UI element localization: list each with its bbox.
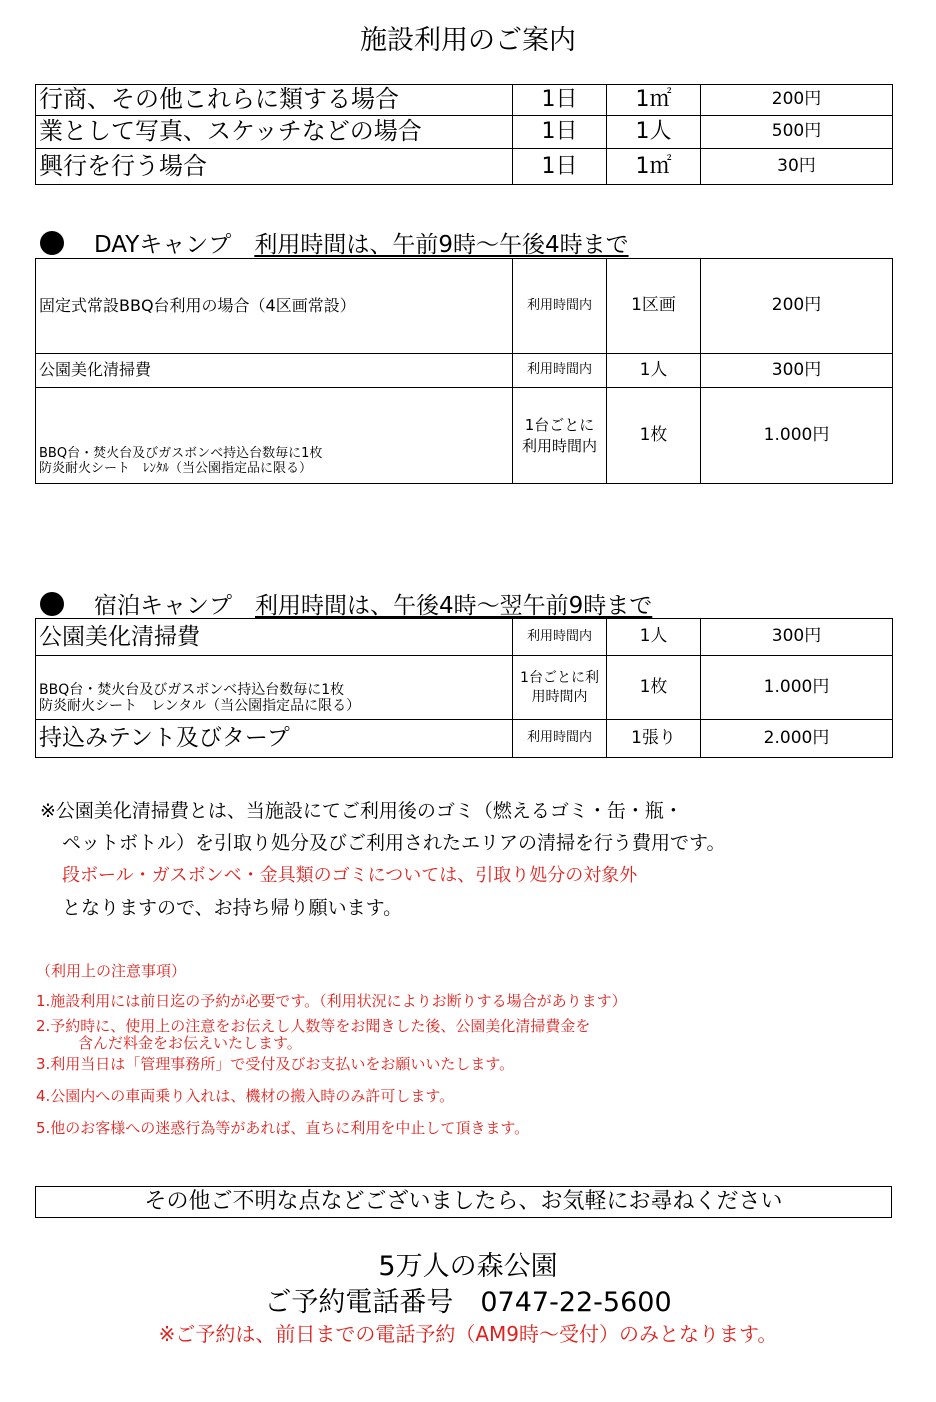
fee-price: 300円 bbox=[701, 619, 893, 656]
table-row bbox=[36, 354, 893, 388]
fee-description: 行商、その他これらに類する場合 bbox=[36, 85, 513, 116]
fee-description: 興行を行う場合 bbox=[36, 149, 513, 185]
overnight-camp-heading bbox=[40, 587, 652, 620]
overnight-camp-hours: 利用時間は、午後4時～翌午前9時まで bbox=[255, 593, 653, 619]
caution-item: 4.公園内への車両乗り入れは、機材の搬入時のみ許可します。 bbox=[36, 1087, 455, 1105]
caution-item: 1.施設利用には前日迄の予約が必要です。（利用状況によりお断りする場合があります） bbox=[36, 992, 627, 1010]
fee-price: 200円 bbox=[701, 85, 893, 116]
day-camp-hours: 利用時間は、午前9時～午後4時まで bbox=[254, 232, 629, 258]
table-row bbox=[36, 85, 893, 116]
fee-period: 利用時間内 bbox=[513, 720, 607, 758]
table-row bbox=[36, 259, 893, 354]
fee-price: 200円 bbox=[701, 259, 893, 354]
fee-description-line: 防炎耐火シート ﾚﾝﾀﾙ（当公園指定品に限る） bbox=[39, 461, 313, 477]
note-line-highlight: 段ボール・ガスボンベ・金具類のゴミについては、引取り処分の対象外 bbox=[62, 865, 638, 886]
fee-unit: 1㎡ bbox=[607, 85, 701, 116]
fee-description bbox=[36, 388, 513, 484]
fee-description bbox=[36, 656, 513, 720]
overnight-camp-table bbox=[35, 618, 893, 758]
fee-unit: 1枚 bbox=[607, 656, 701, 720]
fee-price: 30円 bbox=[701, 149, 893, 185]
fee-description: 業として写真、スケッチなどの場合 bbox=[36, 116, 513, 149]
fee-period: 1日 bbox=[513, 149, 607, 185]
fee-period: 1台ごとに利用時間内 bbox=[513, 388, 607, 484]
day-camp-table bbox=[35, 258, 893, 484]
bullet-icon bbox=[40, 231, 64, 255]
fee-description: 固定式常設BBQ台利用の場合（4区画常設） bbox=[36, 259, 513, 354]
fee-price: 1.000円 bbox=[701, 388, 893, 484]
caution-item: 3.利用当日は「管理事務所」で受付及びお支払いをお願いいたします。 bbox=[36, 1055, 515, 1073]
park-name: 5万人の森公園 bbox=[378, 1251, 558, 1282]
table-row bbox=[36, 116, 893, 149]
fee-price: 500円 bbox=[701, 116, 893, 149]
fee-unit: 1人 bbox=[607, 116, 701, 149]
fee-unit: 1人 bbox=[607, 354, 701, 388]
table-row bbox=[36, 149, 893, 185]
fee-unit: 1張り bbox=[607, 720, 701, 758]
table-row bbox=[36, 720, 893, 758]
fee-description: 持込みテント及びタープ bbox=[36, 720, 513, 758]
fee-description: 公園美化清掃費 bbox=[36, 619, 513, 656]
fee-period: 利用時間内 bbox=[513, 354, 607, 388]
fee-period: 1日 bbox=[513, 85, 607, 116]
fee-unit: 1人 bbox=[607, 619, 701, 656]
fee-description-line: BBQ台・焚火台及びガスボンベ持込台数毎に1枚 bbox=[39, 681, 345, 698]
fee-price: 2.000円 bbox=[701, 720, 893, 758]
phone-number: 0747-22-5600 bbox=[480, 1287, 672, 1318]
fee-period: 利用時間内 bbox=[513, 619, 607, 656]
caution-item: 含んだ料金をお伝えいたします。 bbox=[78, 1034, 302, 1052]
fee-description: 公園美化清掃費 bbox=[36, 354, 513, 388]
table-row bbox=[36, 656, 893, 720]
caution-item: 2.予約時に、使用上の注意をお伝えし人数等をお聞きした後、公園美化清掃費金を bbox=[36, 1017, 591, 1035]
caution-heading: （利用上の注意事項） bbox=[36, 962, 187, 980]
table-row bbox=[36, 619, 893, 656]
fee-unit: 1㎡ bbox=[607, 149, 701, 185]
fee-description-line: BBQ台・焚火台及びガスボンベ持込台数毎に1枚 bbox=[39, 446, 323, 462]
page-title: 施設利用のご案内 bbox=[360, 25, 576, 56]
fee-price: 1.000円 bbox=[701, 656, 893, 720]
bullet-icon bbox=[40, 592, 64, 616]
day-camp-label: DAYキャンプ bbox=[94, 232, 232, 258]
fee-period: 利用時間内 bbox=[513, 259, 607, 354]
fee-price: 300円 bbox=[701, 354, 893, 388]
inquiry-box: その他ご不明な点などございましたら、お気軽にお尋ねください bbox=[35, 1186, 892, 1218]
table-row bbox=[36, 388, 893, 484]
note-line: となりますので、お持ち帰り願います。 bbox=[62, 897, 403, 919]
reservation-note: ※ご予約は、前日までの電話予約（AM9時～受付）のみとなります。 bbox=[158, 1322, 778, 1346]
note-line: ペットボトル）を引取り処分及びご利用されたエリアの清掃を行う費用です。 bbox=[62, 832, 726, 854]
caution-item: 5.他のお客様への迷惑行為等があれば、直ちに利用を中止して頂きます。 bbox=[36, 1119, 530, 1137]
day-camp-heading bbox=[40, 226, 629, 259]
fee-unit: 1枚 bbox=[607, 388, 701, 484]
fee-period: 1台ごとに利用時間内 bbox=[513, 656, 607, 720]
general-fees-table bbox=[35, 84, 893, 185]
fee-unit: 1区画 bbox=[607, 259, 701, 354]
phone-label: ご予約電話番号 bbox=[264, 1287, 454, 1318]
fee-period: 1日 bbox=[513, 116, 607, 149]
phone-line bbox=[0, 1280, 936, 1319]
overnight-camp-label: 宿泊キャンプ bbox=[94, 593, 232, 619]
fee-description-line: 防炎耐火シート レンタル（当公園指定品に限る） bbox=[39, 697, 361, 714]
note-line: ※公園美化清掃費とは、当施設にてご利用後のゴミ（燃えるゴミ・缶・瓶・ bbox=[40, 800, 683, 822]
